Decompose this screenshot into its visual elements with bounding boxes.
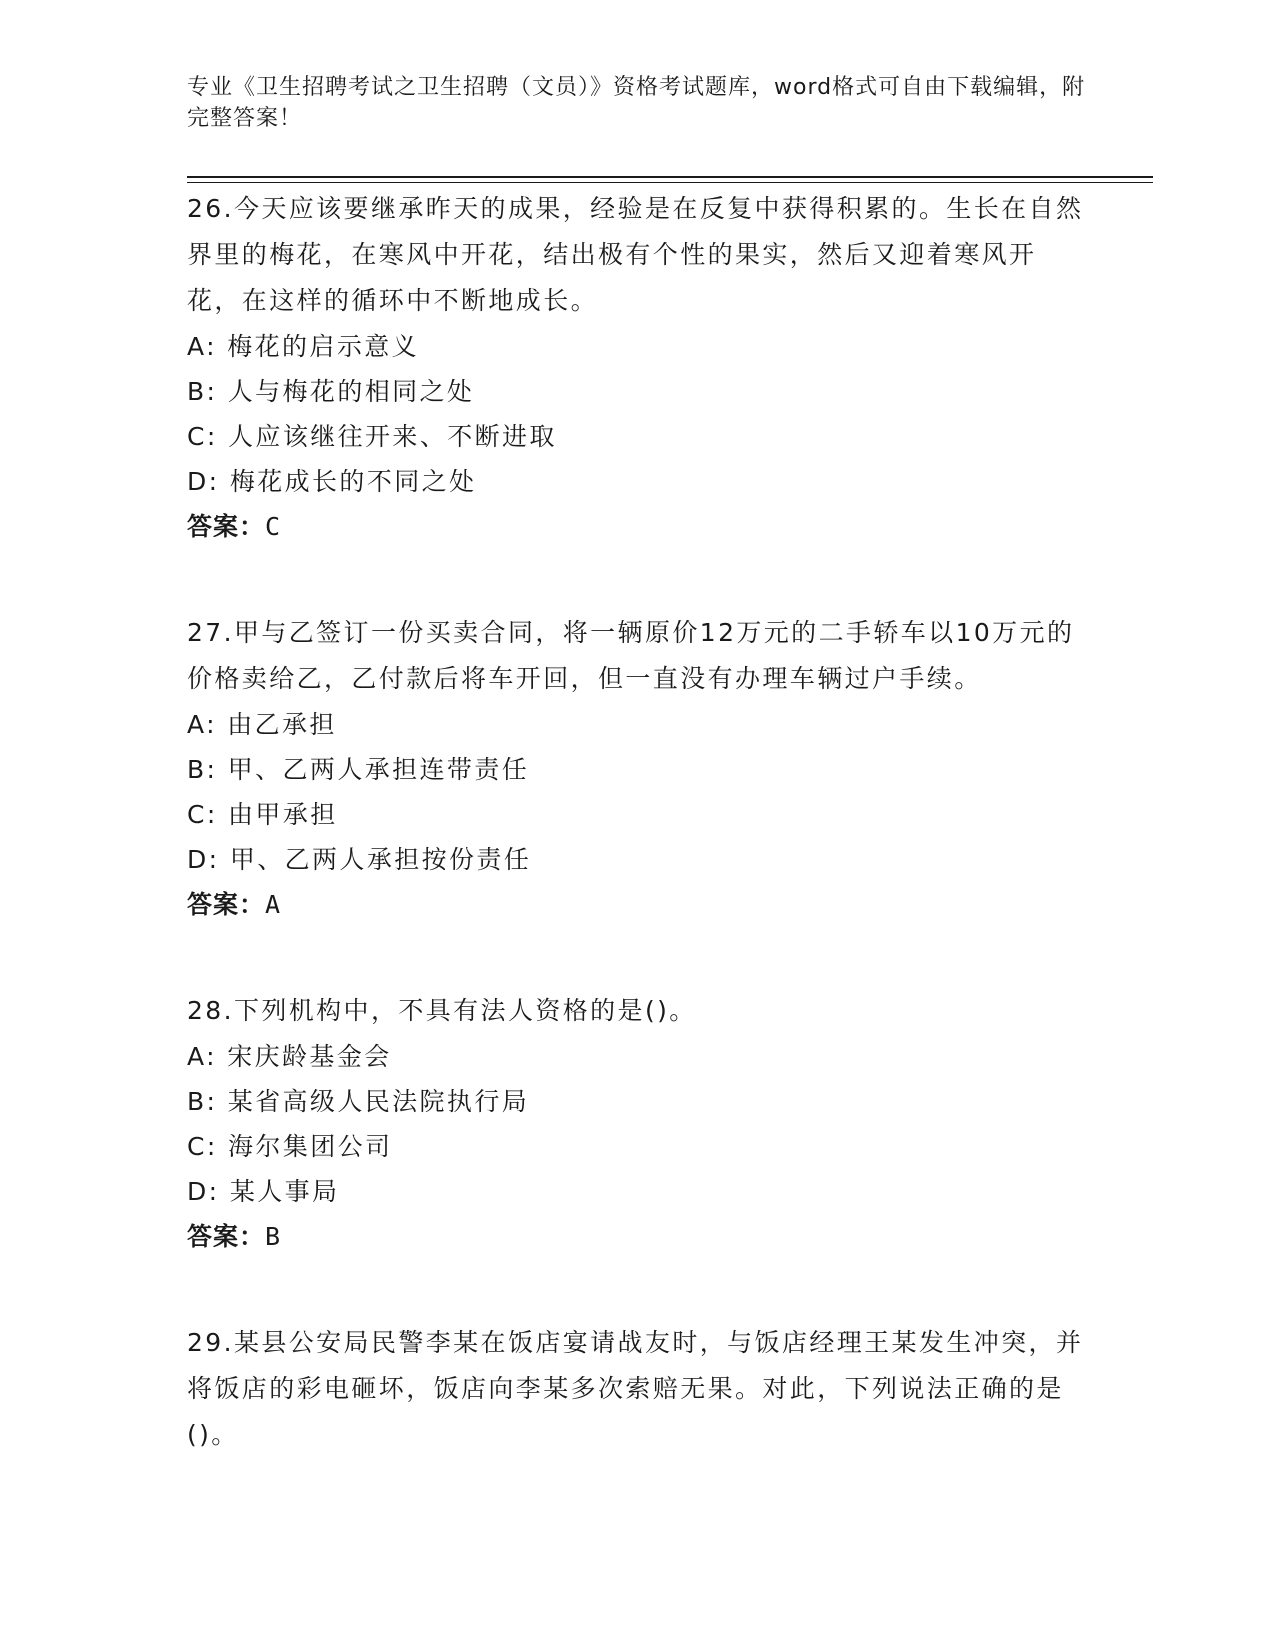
answer-line bbox=[187, 504, 1087, 550]
option-d: D: 梅花成长的不同之处 bbox=[187, 467, 477, 496]
option-a: A: 宋庆龄基金会 bbox=[187, 1042, 392, 1071]
question-gap bbox=[187, 550, 1087, 610]
page-header: 专业《卫生招聘考试之卫生招聘（文员）》资格考试题库，word格式可自由下载编辑，附完整答案！ bbox=[187, 75, 1086, 131]
answer-label: 答案： bbox=[187, 512, 266, 541]
option-b: B: 某省高级人民法院执行局 bbox=[187, 1087, 530, 1116]
option-c: C: 由甲承担 bbox=[187, 800, 338, 829]
answer-line bbox=[187, 1214, 1087, 1260]
question-list bbox=[187, 186, 1087, 1458]
answer-line bbox=[187, 882, 1087, 928]
question-26 bbox=[187, 186, 1087, 550]
question-28 bbox=[187, 988, 1087, 1260]
option-a: A: 梅花的启示意义 bbox=[187, 332, 420, 361]
header-divider-thick bbox=[187, 176, 1153, 178]
option-a: A: 由乙承担 bbox=[187, 710, 337, 739]
option-c: C: 人应该继往开来、不断进取 bbox=[187, 422, 557, 451]
answer-label: 答案： bbox=[187, 1222, 266, 1251]
answer-value: B bbox=[265, 1222, 282, 1251]
header-divider-thin bbox=[187, 182, 1153, 183]
question-27 bbox=[187, 610, 1087, 928]
option-d: D: 甲、乙两人承担按份责任 bbox=[187, 845, 532, 874]
option-b: B: 甲、乙两人承担连带责任 bbox=[187, 755, 530, 784]
answer-value: C bbox=[265, 512, 282, 541]
answer-value: A bbox=[265, 890, 282, 919]
question-stem: 29.某县公安局民警李某在饭店宴请战友时，与饭店经理王某发生冲突，并将饭店的彩电砸坏，饭店向李某多次索赔无果。对此，下列说法正确的是()。 bbox=[187, 1328, 1084, 1449]
question-gap bbox=[187, 928, 1087, 988]
question-stem: 26.今天应该要继承昨天的成果，经验是在反复中获得积累的。生长在自然界里的梅花，在寒风中开花，结出极有个性的果实，然后又迎着寒风开花，在这样的循环中不断地成长。 bbox=[187, 194, 1084, 315]
question-stem: 27.甲与乙签订一份买卖合同，将一辆原价12万元的二手轿车以10万元的价格卖给乙，乙付款后将车开回，但一直没有办理车辆过户手续。 bbox=[187, 618, 1075, 693]
option-d: D: 某人事局 bbox=[187, 1177, 340, 1206]
answer-label: 答案： bbox=[187, 890, 266, 919]
question-29 bbox=[187, 1320, 1087, 1458]
question-gap bbox=[187, 1260, 1087, 1320]
option-c: C: 海尔集团公司 bbox=[187, 1132, 393, 1161]
question-stem: 28.下列机构中，不具有法人资格的是()。 bbox=[187, 996, 697, 1025]
option-b: B: 人与梅花的相同之处 bbox=[187, 377, 475, 406]
